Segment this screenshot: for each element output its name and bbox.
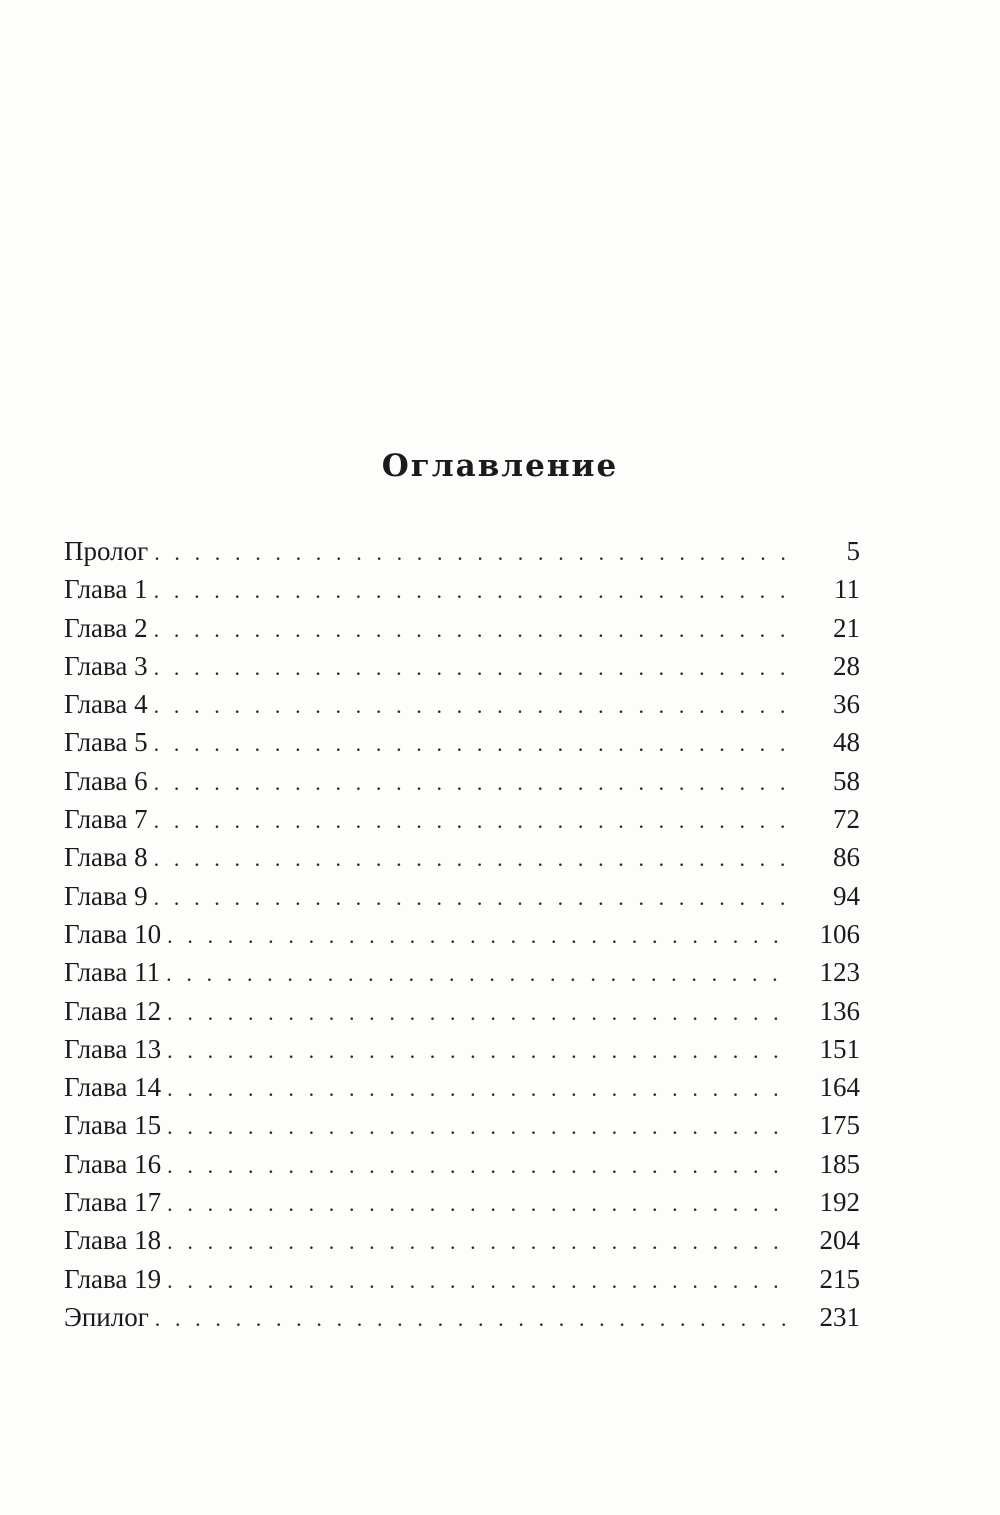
toc-entry [64, 1183, 860, 1221]
toc-entry-page-number: 5 [846, 536, 860, 566]
toc-entry-label: Глава 1 [64, 574, 148, 605]
toc-entry-label: Глава 3 [64, 650, 148, 681]
toc-entry [64, 609, 860, 647]
toc-entry-label: Глава 8 [64, 842, 148, 873]
toc-entry-label: Глава 14 [64, 1072, 162, 1103]
toc-entry [64, 1221, 860, 1259]
toc-entry-label: Глава 16 [64, 1148, 162, 1179]
dot-leader [155, 1300, 788, 1338]
toc-entry-label: Глава 15 [64, 1110, 162, 1141]
toc-entry [64, 685, 860, 723]
toc-entry-label: Глава 5 [64, 727, 148, 758]
toc-entry-label: Пролог [64, 536, 149, 566]
toc-entry-page-number: 36 [833, 689, 860, 720]
toc-entry [64, 800, 860, 838]
toc-entry-page-number: 28 [833, 650, 860, 681]
toc-entry-page-number: 48 [833, 727, 860, 758]
toc-entry-page-number: 86 [833, 842, 860, 873]
toc-entry-label: Глава 17 [64, 1187, 162, 1218]
toc-entry [64, 915, 860, 953]
table-of-contents [64, 532, 860, 1336]
dot-leader [154, 879, 788, 917]
toc-entry [64, 953, 860, 991]
dot-leader [154, 534, 788, 572]
dot-leader [154, 649, 788, 687]
toc-entry-page-number: 215 [819, 1263, 860, 1294]
toc-entry-label: Глава 7 [64, 804, 148, 835]
toc-entry-page-number: 94 [833, 880, 860, 911]
dot-leader [154, 802, 788, 840]
dot-leader [154, 572, 788, 610]
dot-leader [167, 1185, 788, 1223]
dot-leader [167, 917, 788, 955]
toc-entry-label: Глава 11 [64, 957, 161, 988]
toc-entry [64, 1068, 860, 1106]
toc-entry [64, 1145, 860, 1183]
toc-entry [64, 647, 860, 685]
dot-leader [167, 1070, 788, 1108]
toc-entry [64, 1298, 860, 1336]
dot-leader [167, 1223, 788, 1261]
dot-leader [154, 725, 788, 763]
toc-entry [64, 1260, 860, 1298]
toc-entry-page-number: 185 [819, 1148, 860, 1179]
toc-entry-page-number: 72 [833, 804, 860, 835]
dot-leader [167, 1108, 788, 1146]
toc-entry-label: Глава 19 [64, 1263, 162, 1294]
toc-entry-label: Глава 12 [64, 995, 162, 1026]
toc-entry [64, 570, 860, 608]
toc-entry [64, 762, 860, 800]
toc-entry [64, 1030, 860, 1068]
toc-entry-label: Глава 10 [64, 918, 162, 949]
toc-entry-page-number: 231 [819, 1301, 860, 1332]
toc-entry-page-number: 151 [819, 1033, 860, 1064]
toc-entry [64, 838, 860, 876]
toc-entry-label: Глава 13 [64, 1033, 162, 1064]
dot-leader [167, 1147, 788, 1185]
dot-leader [154, 611, 788, 649]
dot-leader [154, 840, 788, 878]
dot-leader [167, 994, 788, 1032]
dot-leader [166, 955, 788, 993]
toc-entry [64, 723, 860, 761]
toc-entry-label: Глава 18 [64, 1225, 162, 1256]
toc-entry [64, 532, 860, 570]
toc-entry-page-number: 136 [819, 995, 860, 1026]
toc-entry-page-number: 175 [819, 1110, 860, 1141]
dot-leader [167, 1262, 788, 1300]
toc-entry-label: Глава 2 [64, 612, 148, 643]
toc-entry-page-number: 11 [834, 574, 860, 605]
toc-entry-page-number: 123 [819, 957, 860, 988]
toc-entry-label: Глава 9 [64, 880, 148, 911]
toc-entry-label: Глава 4 [64, 689, 148, 720]
toc-entry [64, 877, 860, 915]
dot-leader [167, 1032, 788, 1070]
toc-entry [64, 992, 860, 1030]
toc-entry-label: Эпилог [64, 1301, 149, 1332]
toc-entry-page-number: 192 [819, 1187, 860, 1218]
toc-entry-page-number: 204 [819, 1225, 860, 1256]
toc-entry-label: Глава 6 [64, 765, 148, 796]
page-title: Оглавление [381, 448, 619, 484]
toc-entry-page-number: 58 [833, 765, 860, 796]
toc-entry-page-number: 164 [819, 1072, 860, 1103]
toc-entry-page-number: 21 [833, 612, 860, 643]
toc-entry [64, 1106, 860, 1144]
toc-entry-page-number: 106 [819, 918, 860, 949]
dot-leader [154, 764, 788, 802]
dot-leader [154, 687, 788, 725]
